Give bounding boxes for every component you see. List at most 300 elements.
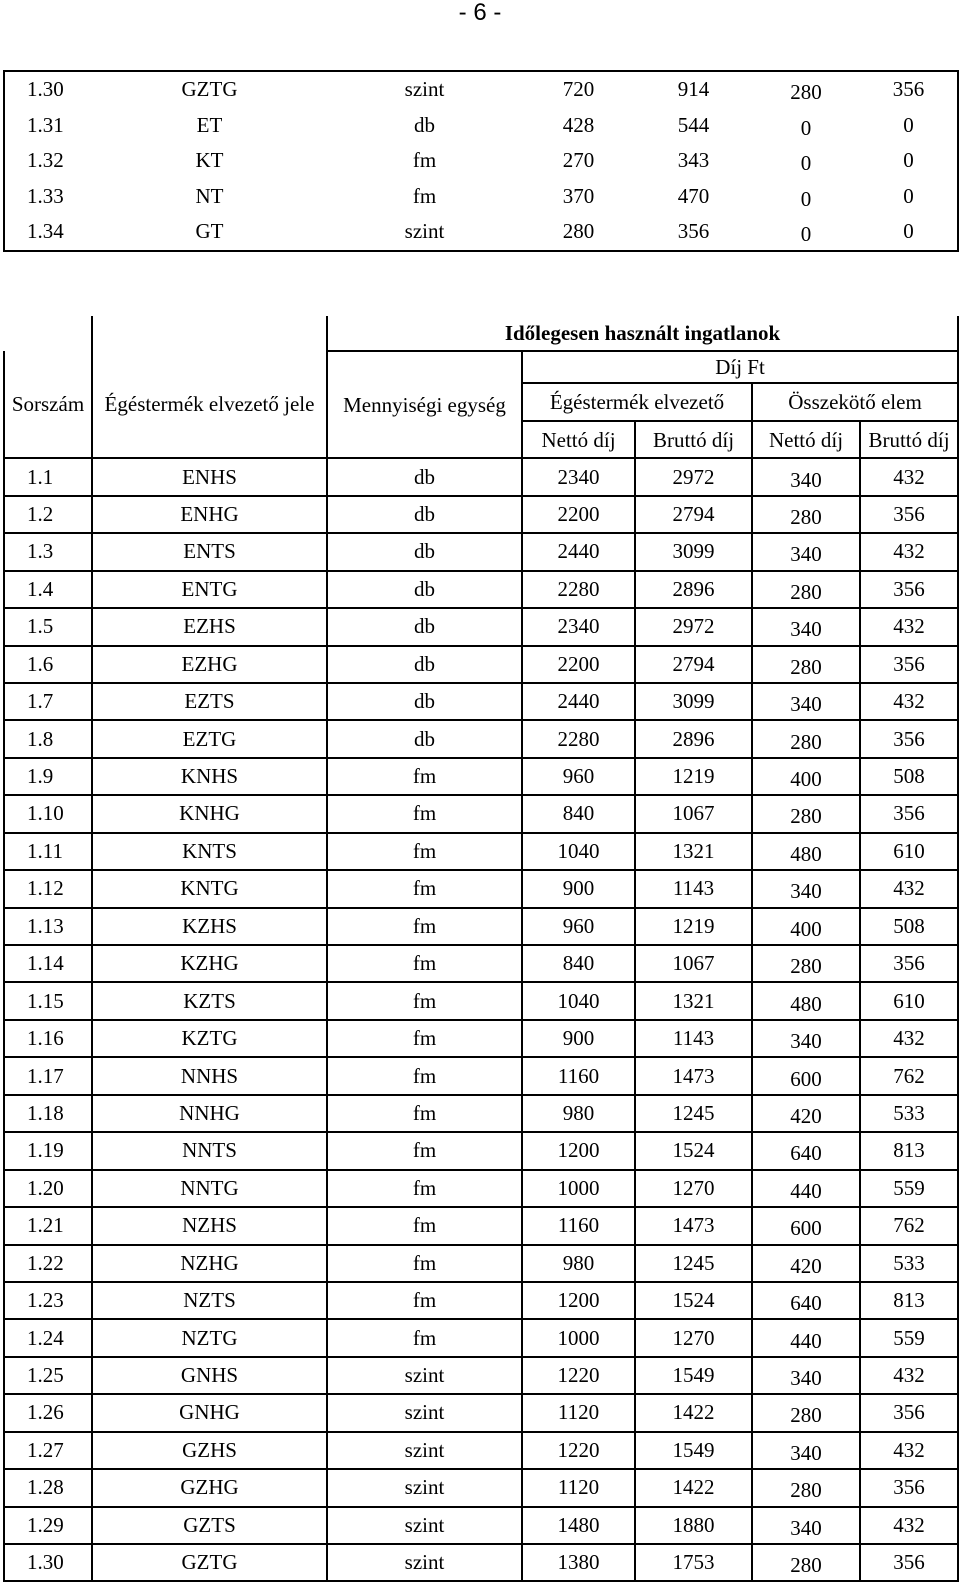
connector-gross-fee-cell — [860, 1170, 958, 1207]
unit-value: fm — [412, 148, 437, 173]
connector-gross-fee-cell — [860, 1282, 958, 1319]
connector-net-fee-value: 420 — [790, 1103, 822, 1128]
chimney-code-cell — [92, 908, 327, 945]
net-fee-value: 1000 — [557, 1325, 600, 1350]
connector-gross-fee-value: 432 — [893, 876, 925, 901]
net-fee-value: 1200 — [557, 1138, 600, 1163]
row-number-value: 1.8 — [27, 726, 54, 751]
chimney-code-value: KZHS — [182, 913, 237, 938]
table-row — [4, 908, 958, 945]
gross-fee-value: 1143 — [672, 876, 715, 901]
table-row — [4, 1170, 958, 1207]
chimney-code-cell — [92, 1357, 327, 1394]
connector-net-fee-value: 640 — [790, 1291, 822, 1316]
row-number-cell — [4, 533, 92, 570]
gross-fee-cell — [635, 1057, 752, 1094]
chimney-code-value: NNHG — [179, 1100, 240, 1125]
row-number-cell — [4, 1544, 92, 1581]
connector-gross-fee-cell — [860, 870, 958, 907]
unit-cell — [327, 143, 522, 179]
net-fee-value: 1160 — [557, 1213, 600, 1238]
connector-net-fee-value: 280 — [790, 80, 822, 105]
connector-net-fee-value: 480 — [790, 841, 822, 866]
chimney-code-value: GZHS — [182, 1437, 237, 1462]
row-number-cell — [4, 1207, 92, 1244]
net-fee-value: 1380 — [557, 1550, 600, 1575]
temporary-property-price-table — [3, 316, 959, 1582]
connector-net-fee-value: 280 — [790, 1478, 822, 1503]
row-number-cell — [4, 1394, 92, 1431]
connector-gross-fee-value: 432 — [893, 1512, 925, 1537]
unit-cell — [327, 533, 522, 570]
gross-fee-cell — [635, 214, 752, 251]
table-row — [4, 833, 958, 870]
header-egestermek: Égéstermék elvezető — [522, 383, 752, 420]
connector-net-fee-cell — [752, 71, 860, 108]
gross-fee-value: 2794 — [672, 501, 715, 526]
connector-gross-fee-cell — [860, 1432, 958, 1469]
connector-net-fee-cell — [752, 571, 860, 608]
connector-net-fee-cell — [752, 1394, 860, 1431]
connector-gross-fee-cell — [860, 496, 958, 533]
unit-value: fm — [412, 1063, 437, 1088]
unit-value: db — [414, 539, 435, 564]
unit-value: fm — [412, 988, 437, 1013]
connector-gross-fee-cell — [860, 683, 958, 720]
connector-gross-fee-cell — [860, 1132, 958, 1169]
chimney-code-value: KNHS — [180, 764, 239, 789]
gross-fee-value: 470 — [677, 183, 710, 208]
connector-net-fee-value: 340 — [790, 617, 822, 642]
connector-gross-fee-cell — [860, 214, 958, 251]
connector-net-fee-value: 440 — [790, 1328, 822, 1353]
chimney-code-value: KNHG — [179, 801, 240, 826]
gross-fee-cell — [635, 108, 752, 144]
net-fee-cell — [522, 870, 635, 907]
gross-fee-cell — [635, 496, 752, 533]
row-number-value: 1.34 — [27, 219, 64, 244]
net-fee-value: 2340 — [557, 614, 600, 639]
unit-value: szint — [404, 1437, 445, 1462]
connector-gross-fee-value: 508 — [893, 913, 925, 938]
row-number-value: 1.21 — [27, 1213, 64, 1238]
unit-value: db — [414, 614, 435, 639]
net-fee-cell — [522, 179, 635, 215]
gross-fee-value: 1473 — [672, 1063, 715, 1088]
chimney-code-value: GZTS — [183, 1512, 236, 1537]
connector-gross-fee-value: 356 — [892, 77, 925, 102]
connector-net-fee-cell — [752, 683, 860, 720]
gross-fee-cell — [635, 1507, 752, 1544]
net-fee-value: 840 — [562, 801, 595, 826]
unit-cell — [327, 1432, 522, 1469]
connector-net-fee-cell — [752, 1432, 860, 1469]
connector-net-fee-value: 340 — [790, 467, 822, 492]
gross-fee-cell — [635, 458, 752, 495]
net-fee-cell — [522, 908, 635, 945]
unit-value: db — [414, 651, 435, 676]
row-number-cell — [4, 1095, 92, 1132]
connector-gross-fee-cell — [860, 71, 958, 108]
table-row — [4, 143, 958, 179]
gross-fee-value: 2896 — [672, 726, 715, 751]
unit-cell — [327, 982, 522, 1019]
row-number-cell — [4, 608, 92, 645]
connector-net-fee-cell — [752, 945, 860, 982]
connector-gross-fee-value: 432 — [893, 614, 925, 639]
chimney-code-value: GT — [195, 219, 224, 244]
unit-cell — [327, 646, 522, 683]
net-fee-value: 2200 — [557, 651, 600, 676]
net-fee-cell — [522, 1319, 635, 1356]
row-number-cell — [4, 143, 92, 179]
chimney-code-value: NT — [195, 183, 224, 208]
net-fee-value: 2440 — [557, 539, 600, 564]
row-number-value: 1.31 — [27, 112, 64, 137]
net-fee-cell — [522, 143, 635, 179]
row-number-value: 1.9 — [27, 764, 54, 789]
unit-cell — [327, 1319, 522, 1356]
connector-gross-fee-value: 533 — [893, 1100, 925, 1125]
connector-gross-fee-cell — [860, 1394, 958, 1431]
connector-gross-fee-cell — [860, 143, 958, 179]
unit-cell — [327, 1507, 522, 1544]
unit-cell — [327, 458, 522, 495]
gross-fee-value: 1270 — [672, 1175, 715, 1200]
connector-net-fee-value: 340 — [790, 879, 822, 904]
connector-gross-fee-value: 356 — [893, 1550, 925, 1575]
connector-gross-fee-cell — [860, 458, 958, 495]
chimney-code-cell — [92, 870, 327, 907]
net-fee-value: 720 — [562, 77, 595, 102]
gross-fee-cell — [635, 571, 752, 608]
header-netto-2: Nettó díj — [752, 421, 860, 458]
chimney-code-value: KNTS — [182, 838, 237, 863]
net-fee-cell — [522, 1095, 635, 1132]
gross-fee-value: 1549 — [672, 1363, 715, 1388]
unit-cell — [327, 1132, 522, 1169]
table-row — [4, 795, 958, 832]
chimney-code-value: NNHS — [180, 1063, 239, 1088]
gross-fee-cell — [635, 982, 752, 1019]
header-blank — [4, 316, 92, 351]
net-fee-cell — [522, 496, 635, 533]
net-fee-value: 1040 — [557, 838, 600, 863]
table-row — [4, 982, 958, 1019]
unit-value: fm — [412, 183, 437, 208]
row-number-value: 1.11 — [27, 838, 63, 863]
gross-fee-value: 1524 — [672, 1138, 715, 1163]
unit-cell — [327, 1544, 522, 1581]
unit-cell — [327, 496, 522, 533]
row-number-value: 1.29 — [27, 1512, 64, 1537]
unit-value: fm — [412, 1250, 437, 1275]
chimney-code-value: GZTG — [181, 1550, 238, 1575]
net-fee-value: 2440 — [557, 689, 600, 714]
table-row — [4, 1020, 958, 1057]
connector-gross-fee-value: 559 — [893, 1325, 925, 1350]
unit-cell — [327, 1095, 522, 1132]
connector-net-fee-value: 0 — [800, 115, 812, 140]
unit-value: fm — [412, 1213, 437, 1238]
connector-gross-fee-value: 432 — [893, 689, 925, 714]
connector-net-fee-cell — [752, 608, 860, 645]
connector-gross-fee-value: 356 — [893, 501, 925, 526]
connector-net-fee-cell — [752, 982, 860, 1019]
unit-value: fm — [412, 1100, 437, 1125]
net-fee-cell — [522, 1020, 635, 1057]
gross-fee-value: 2972 — [672, 614, 715, 639]
connector-net-fee-cell — [752, 870, 860, 907]
connector-gross-fee-cell — [860, 646, 958, 683]
row-number-cell — [4, 458, 92, 495]
connector-gross-fee-cell — [860, 795, 958, 832]
row-number-value: 1.22 — [27, 1250, 64, 1275]
net-fee-value: 1200 — [557, 1288, 600, 1313]
connector-gross-fee-cell — [860, 720, 958, 757]
row-number-value: 1.1 — [27, 464, 54, 489]
connector-gross-fee-cell — [860, 1207, 958, 1244]
net-fee-value: 980 — [562, 1100, 595, 1125]
net-fee-value: 1160 — [557, 1063, 600, 1088]
unit-cell — [327, 1020, 522, 1057]
gross-fee-value: 2896 — [672, 576, 715, 601]
connector-gross-fee-value: 559 — [893, 1175, 925, 1200]
gross-fee-value: 1219 — [672, 913, 715, 938]
row-number-value: 1.6 — [27, 651, 54, 676]
connector-net-fee-value: 280 — [790, 804, 822, 829]
connector-net-fee-cell — [752, 214, 860, 251]
connector-gross-fee-cell — [860, 1095, 958, 1132]
chimney-code-cell — [92, 1507, 327, 1544]
connector-net-fee-value: 340 — [790, 542, 822, 567]
connector-gross-fee-value: 356 — [893, 726, 925, 751]
header-blank — [92, 316, 327, 351]
net-fee-cell — [522, 833, 635, 870]
connector-net-fee-cell — [752, 833, 860, 870]
connector-gross-fee-cell — [860, 1319, 958, 1356]
net-fee-cell — [522, 1469, 635, 1506]
gross-fee-cell — [635, 179, 752, 215]
gross-fee-value: 1321 — [672, 988, 715, 1013]
chimney-code-cell — [92, 1469, 327, 1506]
gross-fee-value: 1549 — [672, 1437, 715, 1462]
connector-net-fee-value: 280 — [790, 729, 822, 754]
connector-gross-fee-cell — [860, 108, 958, 144]
table-row — [4, 71, 958, 108]
table-row — [4, 458, 958, 495]
gross-fee-cell — [635, 646, 752, 683]
connector-net-fee-value: 280 — [790, 954, 822, 979]
chimney-code-cell — [92, 1282, 327, 1319]
net-fee-cell — [522, 1357, 635, 1394]
chimney-code-cell — [92, 608, 327, 645]
connector-gross-fee-cell — [860, 1469, 958, 1506]
unit-value: fm — [412, 1175, 437, 1200]
chimney-code-cell — [92, 833, 327, 870]
row-number-value: 1.2 — [27, 501, 54, 526]
table-row — [4, 1469, 958, 1506]
net-fee-cell — [522, 646, 635, 683]
chimney-code-cell — [92, 945, 327, 982]
row-number-cell — [4, 982, 92, 1019]
connector-net-fee-cell — [752, 1469, 860, 1506]
connector-net-fee-value: 440 — [790, 1178, 822, 1203]
chimney-code-value: NZHS — [182, 1213, 237, 1238]
table-row — [4, 1132, 958, 1169]
chimney-code-value: GNHS — [180, 1363, 239, 1388]
unit-value: fm — [412, 1288, 437, 1313]
chimney-code-value: KZHG — [180, 951, 239, 976]
connector-gross-fee-value: 356 — [893, 801, 925, 826]
connector-gross-fee-cell — [860, 1057, 958, 1094]
unit-cell — [327, 179, 522, 215]
connector-net-fee-cell — [752, 458, 860, 495]
row-number-cell — [4, 908, 92, 945]
connector-net-fee-cell — [752, 1057, 860, 1094]
chimney-code-cell — [92, 214, 327, 251]
header-jele — [92, 351, 327, 458]
row-number-cell — [4, 571, 92, 608]
gross-fee-value: 343 — [677, 148, 710, 173]
net-fee-cell — [522, 982, 635, 1019]
chimney-code-value: NNTS — [182, 1138, 237, 1163]
gross-fee-value: 1422 — [672, 1400, 715, 1425]
connector-net-fee-value: 480 — [790, 991, 822, 1016]
gross-fee-cell — [635, 945, 752, 982]
connector-gross-fee-value: 432 — [893, 1363, 925, 1388]
net-fee-value: 2280 — [557, 576, 600, 601]
row-number-value: 1.13 — [27, 913, 64, 938]
row-number-value: 1.17 — [27, 1063, 64, 1088]
row-number-value: 1.4 — [27, 576, 54, 601]
unit-value: szint — [404, 1363, 445, 1388]
table-row — [4, 1394, 958, 1431]
unit-cell — [327, 833, 522, 870]
table-row — [4, 1057, 958, 1094]
connector-gross-fee-value: 356 — [893, 576, 925, 601]
net-fee-value: 840 — [562, 951, 595, 976]
net-fee-value: 370 — [562, 183, 595, 208]
table-row — [4, 108, 958, 144]
unit-cell — [327, 1357, 522, 1394]
chimney-code-cell — [92, 1020, 327, 1057]
gross-fee-cell — [635, 143, 752, 179]
unit-cell — [327, 1207, 522, 1244]
net-fee-value: 1120 — [557, 1400, 600, 1425]
connector-net-fee-cell — [752, 496, 860, 533]
row-number-cell — [4, 870, 92, 907]
unit-value: fm — [412, 838, 437, 863]
chimney-code-cell — [92, 1095, 327, 1132]
table-row — [4, 758, 958, 795]
net-fee-value: 1220 — [557, 1437, 600, 1462]
connector-net-fee-value: 340 — [790, 692, 822, 717]
header-sorszam: Sorszám — [4, 351, 92, 458]
connector-net-fee-cell — [752, 1544, 860, 1581]
net-fee-cell — [522, 1282, 635, 1319]
connector-net-fee-cell — [752, 179, 860, 215]
connector-gross-fee-value: 813 — [893, 1288, 925, 1313]
gross-fee-cell — [635, 1432, 752, 1469]
gross-fee-cell — [635, 1282, 752, 1319]
net-fee-cell — [522, 1394, 635, 1431]
page-number: - 6 - — [458, 0, 502, 26]
net-fee-cell — [522, 1207, 635, 1244]
net-fee-cell — [522, 1057, 635, 1094]
connector-gross-fee-cell — [860, 945, 958, 982]
header-brutto-2: Bruttó díj — [860, 421, 958, 458]
row-number-cell — [4, 833, 92, 870]
gross-fee-cell — [635, 71, 752, 108]
row-number-cell — [4, 1282, 92, 1319]
net-fee-value: 1220 — [557, 1363, 600, 1388]
unit-cell — [327, 571, 522, 608]
chimney-code-cell — [92, 1245, 327, 1282]
unit-cell — [327, 1469, 522, 1506]
unit-value: fm — [412, 913, 437, 938]
row-number-cell — [4, 214, 92, 251]
gross-fee-value: 2972 — [672, 464, 715, 489]
row-number-value: 1.19 — [27, 1138, 64, 1163]
table-row — [4, 214, 958, 251]
row-number-value: 1.15 — [27, 988, 64, 1013]
net-fee-cell — [522, 1432, 635, 1469]
connector-net-fee-cell — [752, 1020, 860, 1057]
net-fee-cell — [522, 533, 635, 570]
unit-value: db — [414, 501, 435, 526]
connector-gross-fee-value: 533 — [893, 1250, 925, 1275]
table-row — [4, 608, 958, 645]
unit-cell — [327, 1170, 522, 1207]
header-jele-text: Égéstermék elvezető jele — [104, 392, 315, 417]
net-fee-value: 2200 — [557, 501, 600, 526]
unit-value: fm — [412, 1325, 437, 1350]
connector-gross-fee-value: 432 — [893, 1026, 925, 1051]
connector-net-fee-cell — [752, 108, 860, 144]
gross-fee-value: 1245 — [672, 1100, 715, 1125]
unit-cell — [327, 945, 522, 982]
connector-gross-fee-value: 762 — [893, 1213, 925, 1238]
row-number-cell — [4, 1507, 92, 1544]
table-row — [4, 1507, 958, 1544]
row-number-value: 1.30 — [27, 77, 64, 102]
row-number-cell — [4, 179, 92, 215]
connector-net-fee-cell — [752, 1319, 860, 1356]
chimney-code-cell — [92, 1170, 327, 1207]
row-number-value: 1.7 — [27, 689, 54, 714]
net-fee-value: 280 — [562, 219, 595, 244]
net-fee-cell — [522, 108, 635, 144]
connector-net-fee-cell — [752, 1170, 860, 1207]
connector-net-fee-value: 600 — [790, 1216, 822, 1241]
net-fee-value: 980 — [562, 1250, 595, 1275]
gross-fee-cell — [635, 833, 752, 870]
unit-cell — [327, 1245, 522, 1282]
net-fee-cell — [522, 71, 635, 108]
table-row — [4, 1544, 958, 1581]
table-row — [4, 1319, 958, 1356]
row-number-value: 1.32 — [27, 148, 64, 173]
connector-net-fee-cell — [752, 1245, 860, 1282]
connector-gross-fee-value: 0 — [903, 219, 914, 244]
unit-cell — [327, 608, 522, 645]
row-number-value: 1.16 — [27, 1026, 64, 1051]
connector-net-fee-cell — [752, 1507, 860, 1544]
connector-net-fee-value: 340 — [790, 1366, 822, 1391]
connector-gross-fee-cell — [860, 1544, 958, 1581]
connector-net-fee-value: 280 — [790, 579, 822, 604]
